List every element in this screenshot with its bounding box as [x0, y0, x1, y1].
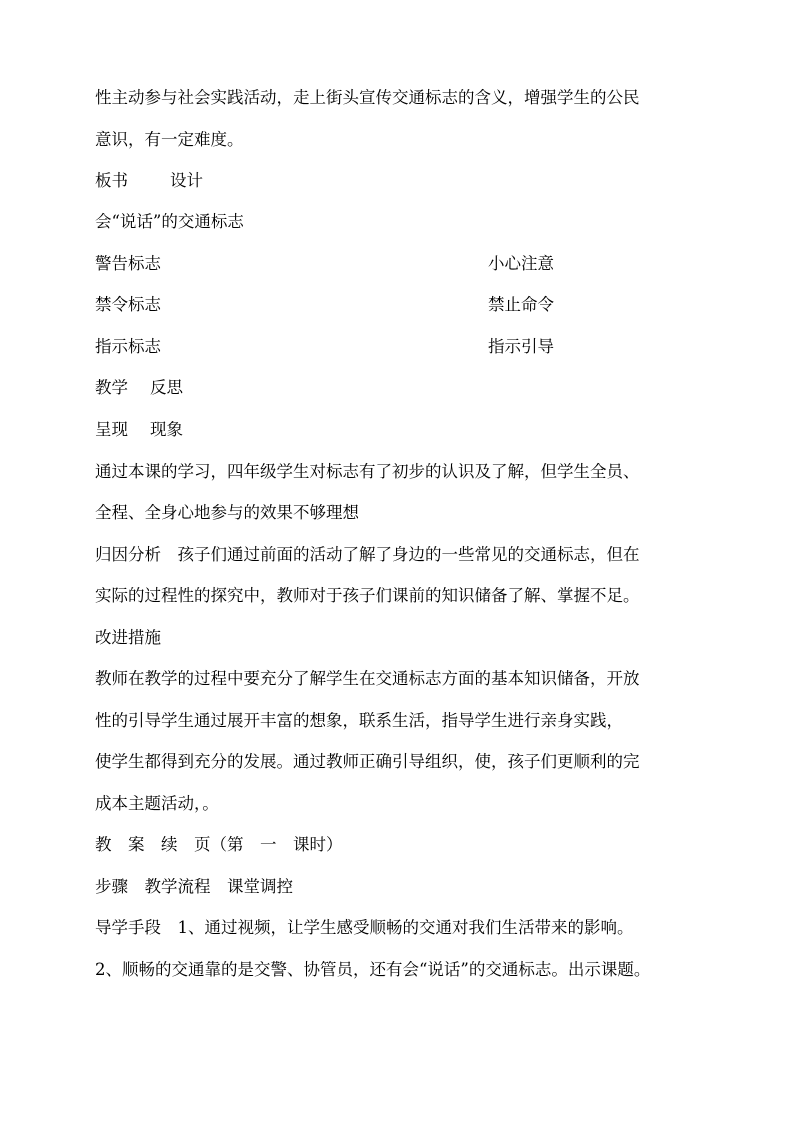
paragraph-line: 导学手段 1、通过视频，让学生感受顺畅的交通对我们生活带来的影响。: [95, 918, 634, 937]
paragraph-line: 归因分析 孩子们通过前面的活动了解了身边的一些常见的交通标志，但在: [95, 545, 640, 564]
steps-heading: 步骤 教学流程 课堂调控: [95, 877, 293, 896]
design-label: 设计: [170, 171, 203, 190]
sign-row-right: 禁止命令: [488, 295, 554, 314]
present-label: 呈现: [95, 420, 128, 439]
paragraph-line: 全程、全身心地参与的效果不够理想: [95, 503, 359, 522]
phenomenon-heading: [95, 419, 735, 441]
paragraph-line: 使学生都得到充分的发展。通过教师正确引导组织，使，孩子们更顺利的完: [95, 752, 640, 771]
board-label: 板书: [95, 171, 128, 190]
paragraph-line: 性主动参与社会实践活动，走上街头宣传交通标志的含义，增强学生的公民: [95, 88, 640, 107]
board-design-heading: [95, 170, 735, 192]
paragraph-line: 通过本课的学习，四年级学生对标志有了初步的认识及了解，但学生全员、: [95, 462, 640, 481]
reflection-label: 反思: [150, 378, 183, 397]
paragraph-line: 意识，有一定难度。: [95, 130, 244, 149]
paragraph-line: 教师在教学的过程中要充分了解学生在交通标志方面的基本知识储备，开放: [95, 669, 640, 688]
sign-row-left: 禁令标志: [95, 295, 161, 314]
continuation-heading: 教 案 续 页（第 一 课时）: [95, 835, 343, 854]
sign-row-left: 警告标志: [95, 254, 161, 273]
improvement-heading: 改进措施: [95, 628, 161, 647]
sign-row-right: 指示引导: [488, 337, 554, 356]
board-title: 会“说话”的交通标志: [95, 212, 244, 231]
sign-row-right: 小心注意: [488, 254, 554, 273]
phenomenon-label: 现象: [150, 420, 183, 439]
sign-row-left: 指示标志: [95, 337, 161, 356]
paragraph-line: 2、顺畅的交通靠的是交警、协管员，还有会“说话”的交通标志。出示课题。: [95, 960, 651, 979]
paragraph-line: 成本主题活动，。: [95, 794, 219, 813]
teaching-label: 教学: [95, 378, 128, 397]
teaching-reflection-heading: [95, 377, 735, 399]
paragraph-line: 性的引导学生通过展开丰富的想象，联系生活，指导学生进行亲身实践，: [95, 711, 623, 730]
paragraph-line: 实际的过程性的探究中，教师对于孩子们课前的知识储备了解、掌握不足。: [95, 586, 640, 605]
